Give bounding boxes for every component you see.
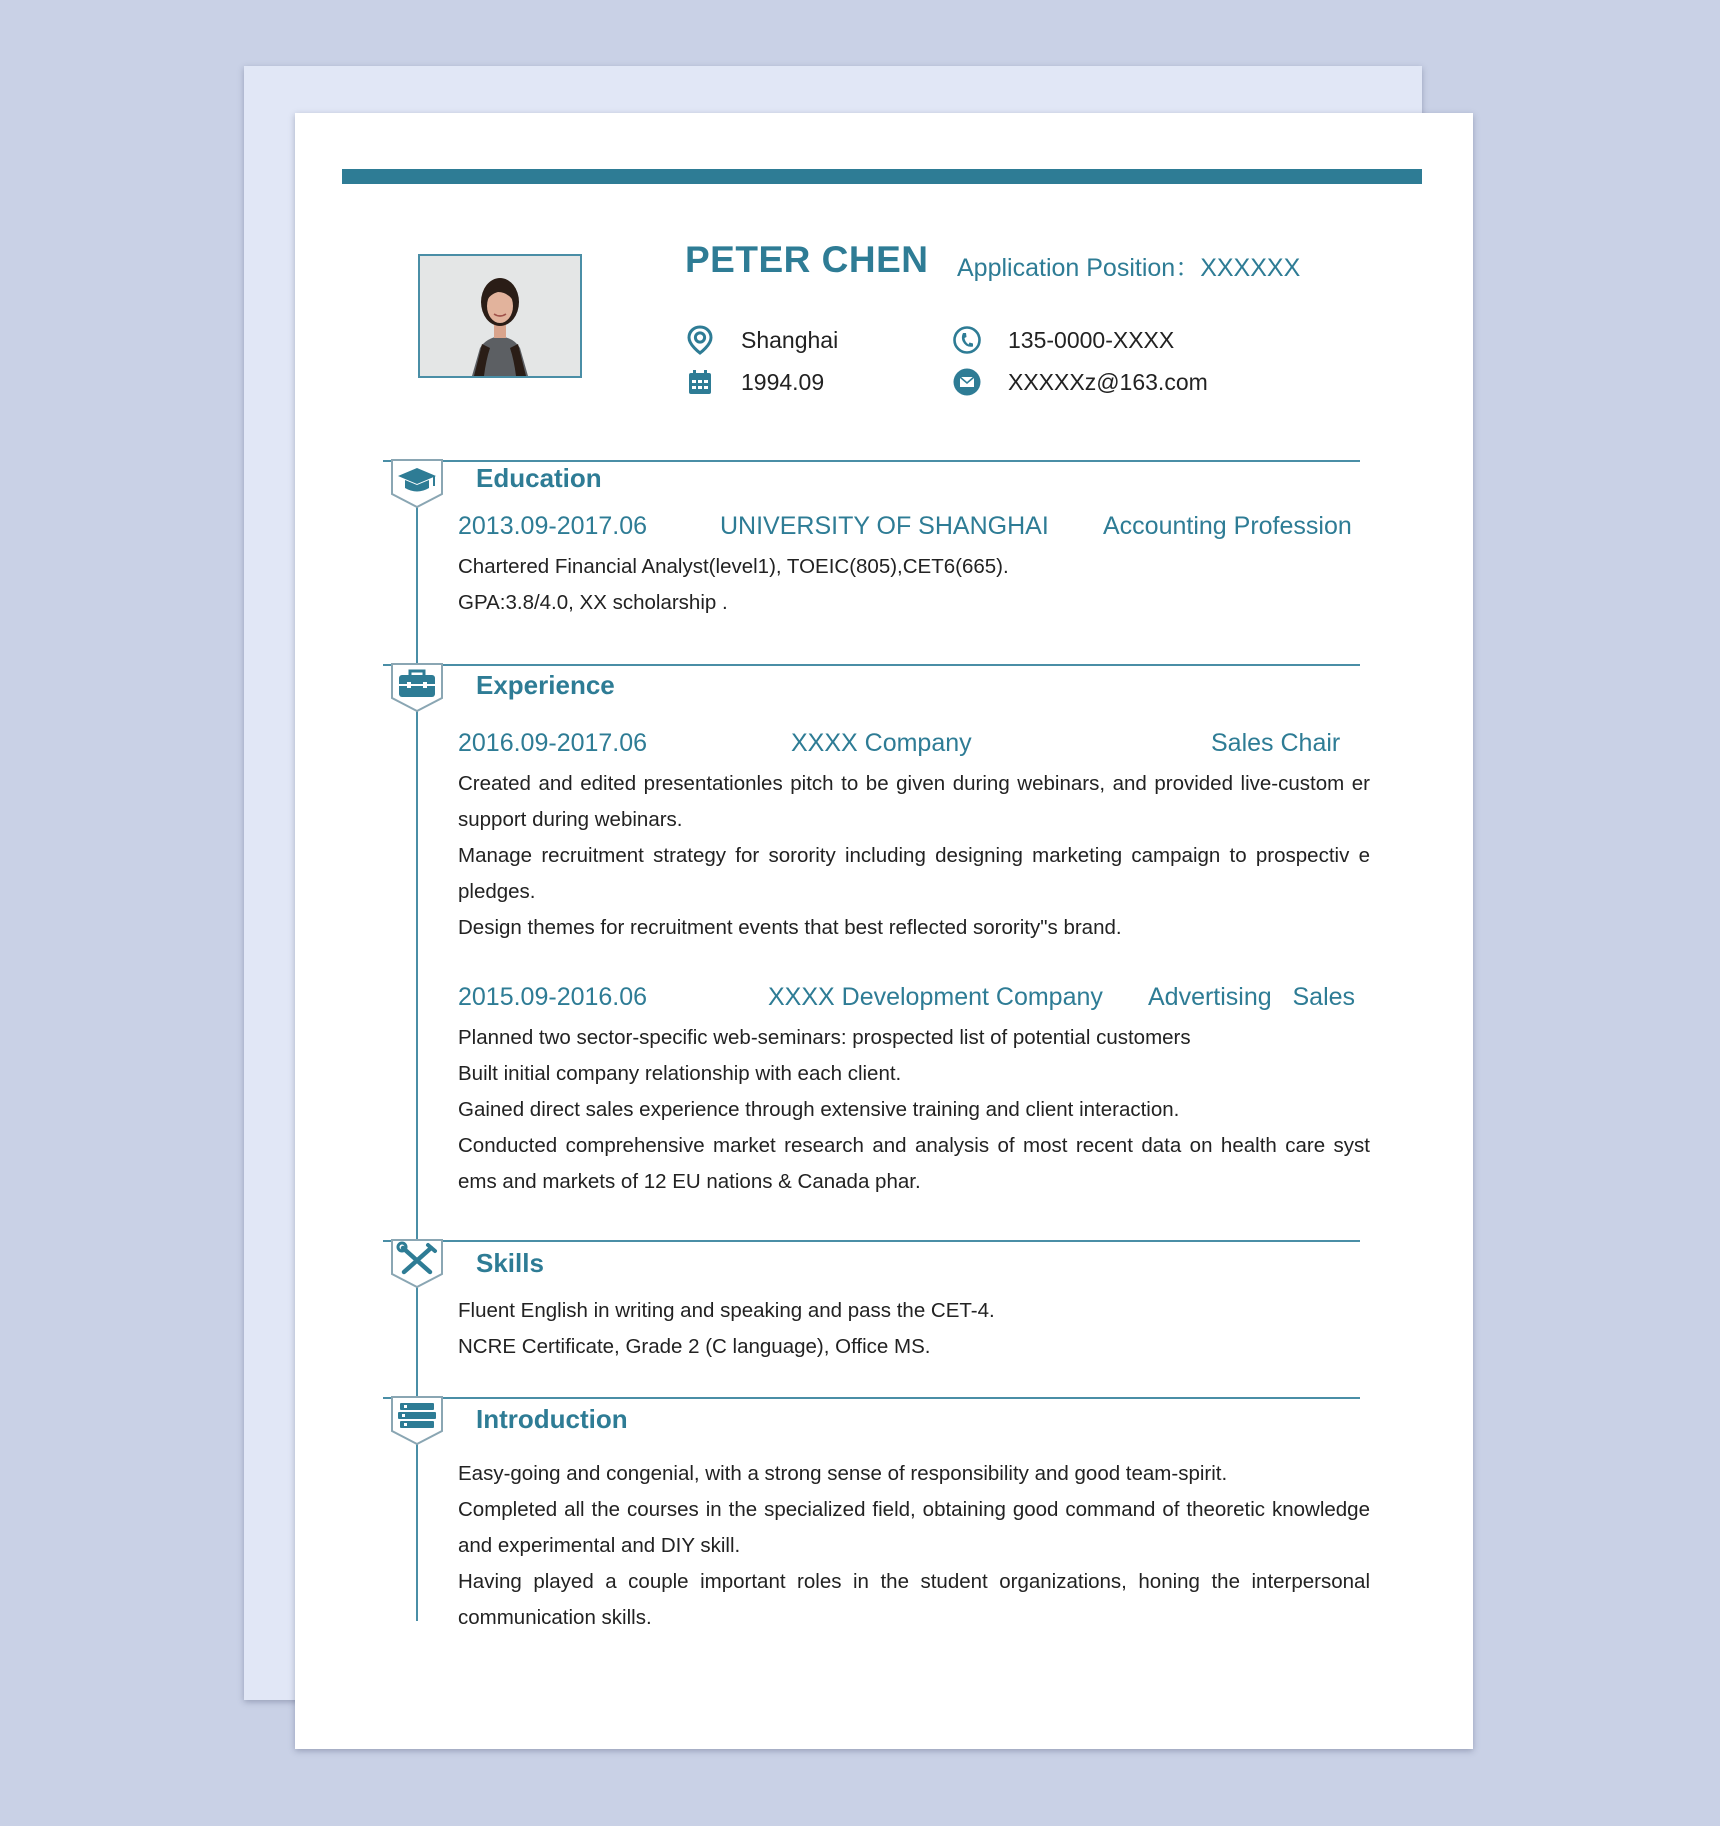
education-details: [458, 549, 1370, 621]
profile-photo-image: [420, 256, 580, 376]
job-1-company: XXXX Company: [791, 729, 972, 757]
job-2-company: XXXX Development Company: [768, 983, 1103, 1011]
experience-title: Experience: [476, 670, 615, 700]
introduction-line: Completed all the courses in the specialized field, obtaining good command of theoretic knowledge and experimental and DIY skill.: [458, 1498, 1370, 1557]
contact-email: [952, 367, 1208, 397]
education-title: Education: [476, 463, 602, 493]
application-position: Application Position：XXXXXX: [957, 254, 1301, 282]
skills-rule: [383, 1240, 1360, 1242]
header-accent-bar: [342, 169, 1422, 184]
education-rule: [383, 460, 1360, 462]
calendar-icon: [685, 367, 715, 397]
skills-details: [458, 1293, 1370, 1365]
job-2-details: [458, 1020, 1370, 1200]
education-school: UNIVERSITY OF SHANGHAI: [720, 512, 1049, 540]
job-2-line: Planned two sector-specific web-seminars: prospected list of potential customers: [458, 1026, 1191, 1049]
phone-icon: [952, 325, 982, 355]
job-2-line: Conducted comprehensive market research and analysis of most recent data on health care syst ems and markets of 12 EU nations & Canada phar.: [458, 1134, 1370, 1193]
education-line: Chartered Financial Analyst(level1), TOEIC(805),CET6(665).: [458, 555, 1009, 578]
job-1-line: Design themes for recruitment events that best reflected sorority"s brand.: [458, 916, 1122, 939]
location-pin-icon: [685, 325, 715, 355]
introduction-line: Having played a couple important roles in the student organizations, honing the interpersonal communication skills.: [458, 1570, 1370, 1629]
job-1-role: Sales Chair: [1211, 729, 1341, 757]
books-icon: [398, 1403, 436, 1428]
location-text: Shanghai: [741, 326, 839, 353]
candidate-name: PETER CHEN: [685, 239, 929, 280]
experience-badge: [390, 662, 444, 714]
job-1-line: Manage recruitment strategy for sorority including designing marketing campaign to prospectiv e pledges.: [458, 844, 1370, 903]
contact-birth: [685, 367, 824, 397]
phone-text: 135-0000-XXXX: [1008, 326, 1175, 353]
email-icon: [952, 367, 982, 397]
experience-rule: [383, 664, 1360, 666]
introduction-details: [458, 1456, 1370, 1636]
education-major: Accounting Profession: [1103, 512, 1352, 540]
job-2-period: 2015.09-2016.06: [458, 983, 648, 1011]
education-badge: [390, 458, 444, 510]
job-1-period: 2016.09-2017.06: [458, 729, 648, 757]
introduction-rule: [383, 1397, 1360, 1399]
education-line: GPA:3.8/4.0, XX scholarship .: [458, 591, 728, 614]
profile-photo: [418, 254, 582, 378]
introduction-line: Easy-going and congenial, with a strong sense of responsibility and good team-spirit.: [458, 1462, 1228, 1485]
skills-line: NCRE Certificate, Grade 2 (C language), Office MS.: [458, 1335, 931, 1358]
contact-phone: [952, 325, 1174, 355]
birth-date-text: 1994.09: [741, 368, 825, 395]
skills-line: Fluent English in writing and speaking and pass the CET-4.: [458, 1299, 995, 1322]
introduction-title: Introduction: [476, 1404, 628, 1434]
job-2-role: Advertising Sales: [1148, 983, 1356, 1011]
skills-badge: [390, 1238, 444, 1290]
education-period: 2013.09-2017.06: [458, 512, 648, 540]
email-text: XXXXXz@163.com: [1008, 368, 1208, 395]
job-1-details: [458, 766, 1370, 946]
job-1-line: Created and edited presentationles pitch to be given during webinars, and provided live-custom er support during webinars.: [458, 772, 1370, 831]
job-2-line: Gained direct sales experience through extensive training and client interaction.: [458, 1098, 1180, 1121]
job-2-line: Built initial company relationship with each client.: [458, 1062, 902, 1085]
introduction-badge: [390, 1395, 444, 1447]
contact-location: [685, 325, 838, 355]
resume-page: [295, 113, 1473, 1749]
skills-title: Skills: [476, 1248, 544, 1278]
